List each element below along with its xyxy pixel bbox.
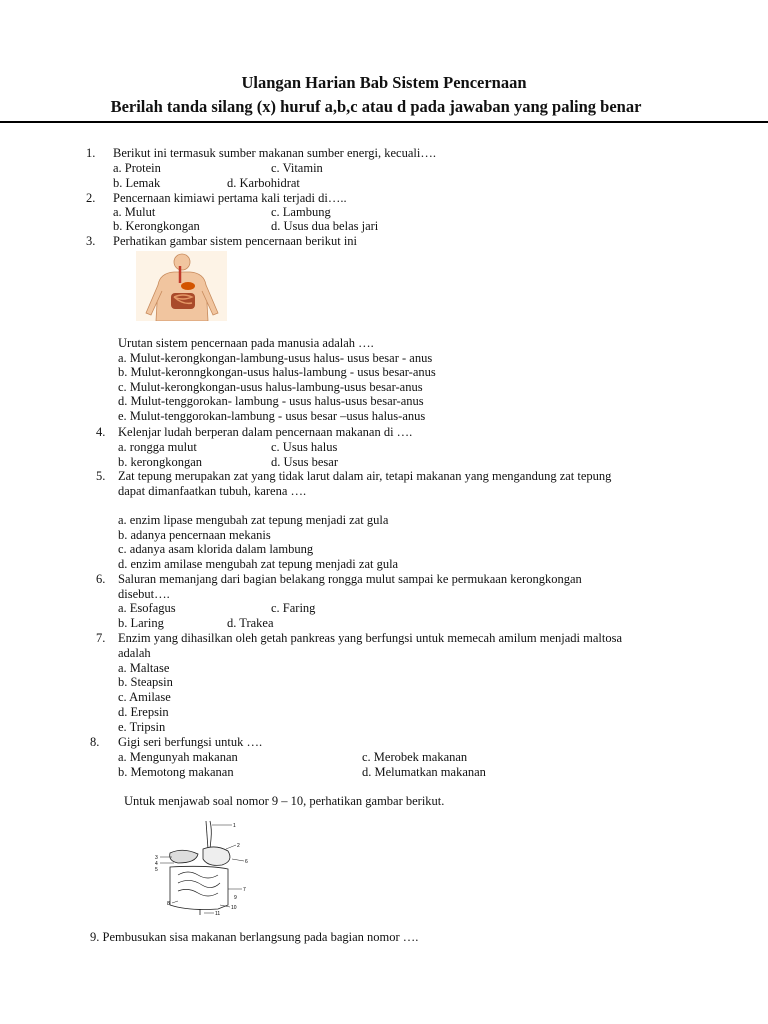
q7-option-c: c. Amilase <box>118 690 171 704</box>
q3-prompt: Urutan sistem pencernaan pada manusia adalah …. <box>118 336 374 350</box>
q1-option-d: d. Karbohidrat <box>227 176 300 190</box>
q6-option-d: d. Trakea <box>227 616 274 630</box>
leader-line-2 <box>226 845 236 849</box>
q4-text: Kelenjar ludah berperan dalam pencernaan makanan di …. <box>118 425 413 439</box>
q4-option-b: b. kerongkongan <box>118 455 203 469</box>
q2-option-a: a. Mulut <box>113 205 156 219</box>
q5-text-line1: Zat tepung merupakan zat yang tidak larut dalam air, tetapi makanan yang mengandung zat tepung <box>118 469 612 483</box>
q1-option-b: b. Lemak <box>113 176 161 190</box>
q3-option-c: c. Mulut-kerongkongan-usus halus-lambung-usus besar-anus <box>118 380 423 394</box>
header-divider <box>0 121 768 123</box>
q5-option-a: a. enzim lipase mengubah zat tepung menjadi zat gula <box>118 513 389 527</box>
q1-option-c: c. Vitamin <box>271 161 323 175</box>
figure-instruction: Untuk menjawab soal nomor 9 – 10, perhatikan gambar berikut. <box>124 794 445 808</box>
instruction-text: Berilah tanda silang (x) huruf a,b,c atau d pada jawaban yang paling benar <box>110 97 642 116</box>
page-title: Ulangan Harian Bab Sistem Pencernaan <box>241 73 527 92</box>
q5-number: 5. <box>96 469 106 483</box>
q9-text: 9. Pembusukan sisa makanan berlangsung pada bagian nomor …. <box>90 930 419 944</box>
q7-text-line2: adalah <box>118 646 151 660</box>
q7-option-b: b. Steapsin <box>118 675 173 689</box>
esophagus-outline <box>210 821 211 849</box>
q4-option-c: c. Usus halus <box>271 440 338 454</box>
q8-option-c: c. Merobek makanan <box>362 750 468 764</box>
numbered-digestive-figure <box>148 819 258 917</box>
figure-label-11: 11 <box>215 911 221 917</box>
q4-option-a: a. rongga mulut <box>118 440 197 454</box>
q4-option-d: d. Usus besar <box>271 455 339 469</box>
figure-label-1: 1 <box>233 823 236 829</box>
q8-option-b: b. Memotong makanan <box>118 765 234 779</box>
esophagus-outline-inner <box>206 821 208 849</box>
figure-label-7: 7 <box>243 887 246 893</box>
q7-option-e: e. Tripsin <box>118 720 166 734</box>
q8-option-d: d. Melumatkan makanan <box>362 765 486 779</box>
q8-number: 8. <box>90 735 100 749</box>
q7-number: 7. <box>96 631 106 645</box>
q4-number: 4. <box>96 425 106 439</box>
leader-line-10 <box>220 905 230 907</box>
q5-option-b: b. adanya pencernaan mekanis <box>118 528 271 542</box>
q5-option-c: c. adanya asam klorida dalam lambung <box>118 542 314 556</box>
q1-text: Berikut ini termasuk sumber makanan sumber energi, kecuali…. <box>113 146 436 160</box>
figure-label-3: 3 <box>155 855 158 861</box>
figure-label-5: 5 <box>155 867 158 873</box>
q3-option-b: b. Mulut-keronngkongan-usus halus-lambung - usus besar-anus <box>118 365 436 379</box>
q8-text: Gigi seri berfungsi untuk …. <box>118 735 263 749</box>
large-intestine-outline <box>170 866 228 909</box>
q3-option-a: a. Mulut-kerongkongan-lambung-usus halus- usus besar - anus <box>118 351 433 365</box>
figure-label-8: 8 <box>167 901 170 907</box>
q6-option-a: a. Esofagus <box>118 601 176 615</box>
q7-text-line1: Enzim yang dihasilkan oleh getah pankreas yang berfungsi untuk memecah amilum menjadi maltosa <box>118 631 623 645</box>
q1-option-a: a. Protein <box>113 161 161 175</box>
q6-text-line1: Saluran memanjang dari bagian belakang rongga mulut sampai ke permukaan kerongkongan <box>118 572 582 586</box>
q2-text: Pencernaan kimiawi pertama kali terjadi di….. <box>113 191 347 205</box>
q5-option-d: d. enzim amilase mengubah zat tepung menjadi zat gula <box>118 557 399 571</box>
q2-option-b: b. Kerongkongan <box>113 219 200 233</box>
q6-option-c: c. Faring <box>271 601 316 615</box>
leader-line-6 <box>232 859 244 861</box>
leader-line-8 <box>172 901 178 903</box>
q3-option-e: e. Mulut-tenggorokan-lambung - usus besar –usus halus-anus <box>118 409 426 423</box>
digestive-system-figure <box>136 251 227 321</box>
q2-number: 2. <box>86 191 96 205</box>
small-intestine-outline <box>178 872 220 896</box>
q6-number: 6. <box>96 572 106 586</box>
q3-number: 3. <box>86 234 96 248</box>
figure-label-6: 6 <box>245 859 248 865</box>
q7-option-d: d. Erepsin <box>118 705 169 719</box>
figure-label-2: 2 <box>237 843 240 849</box>
figure-label-9: 9 <box>234 895 237 901</box>
figure-label-4: 4 <box>155 861 158 867</box>
q6-text-line2: disebut…. <box>118 587 170 601</box>
q2-option-d: d. Usus dua belas jari <box>271 219 379 233</box>
q3-text: Perhatikan gambar sistem pencernaan berikut ini <box>113 234 358 248</box>
q1-number: 1. <box>86 146 96 160</box>
q3-option-d: d. Mulut-tenggorokan- lambung - usus halus-usus besar-anus <box>118 394 424 408</box>
q5-text-line2: dapat dimanfaatkan tubuh, karena …. <box>118 484 307 498</box>
stomach-outline <box>203 847 230 865</box>
q8-option-a: a. Mengunyah makanan <box>118 750 238 764</box>
q7-option-a: a. Maltase <box>118 661 170 675</box>
q6-option-b: b. Laring <box>118 616 164 630</box>
liver-outline <box>170 850 198 863</box>
figure-label-10: 10 <box>231 905 237 911</box>
q2-option-c: c. Lambung <box>271 205 331 219</box>
